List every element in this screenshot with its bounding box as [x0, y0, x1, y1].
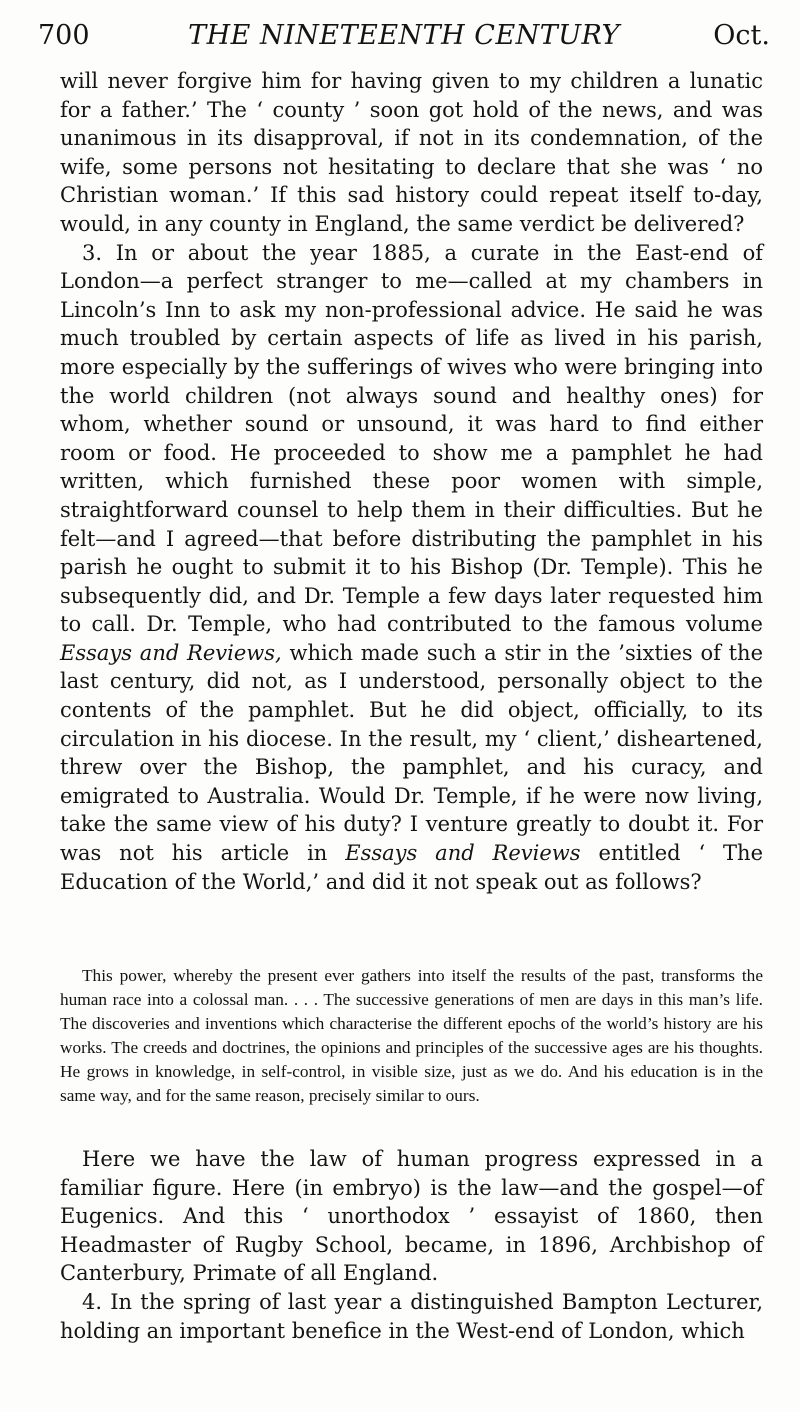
- page-number: 700: [38, 20, 90, 51]
- paragraph-3-part-a: 3. In or about the year 1885, a curate in the East-end of London—a perfect stranger to me—called at my chambers in Lincoln’s Inn to ask my non-professional advice. He said he was much troubled by certain aspects of life as lived in his parish, more especially by the sufferings of wives who were bringing into the world children (not always sound and healthy ones) for whom, whether sound or unsound, it was hard to find either room or food. He proceeded to show me a pamphlet he had written, which furnished these poor women with simple, straightforward counsel to help them in their difficulties. But he felt—and I agreed—that before distributing the pamphlet in his parish he ought to submit it to his Bishop (Dr. Temple). This he subsequently did, and Dr. Temple a few days later requested him to call. Dr. Temple, who had contributed to the famous volume: [60, 240, 763, 637]
- body-text-lower: [60, 1145, 763, 1345]
- book-title-italic: Essays and Reviews,: [60, 640, 282, 665]
- paragraph-3-part-b: which made such a stir in the ’sixties of the last century, did not, as I understood, personally object to the contents of the pamphlet. But he did object, officially, to its circulation in his diocese. In the result, my ‘ client,’ disheartened, threw over the Bishop, the pamphlet, and his curacy, and emigrated to Australia. Would Dr. Temple, if he were now living, take the same view of his duty? I venture greatly to doubt it. For was not his article in: [60, 640, 764, 866]
- paragraph-3-part-c: entitled ‘ The Education of the World,’ and did it not speak out as follows?: [60, 841, 764, 894]
- block-quotation: This power, whereby the present ever gathers into itself the results of the past, transforms the human race into a colossal man. . . . The successive generations of men are days in this man’s life. The discoveries and inventions which characterise the different epochs of the world’s history are his works. The creeds and doctrines, the opinions and principles of the successive ages are his thoughts. He grows in knowledge, in self-control, in visible size, just as we do. And his education is in the same way, and for the same reason, precisely similar to ours.: [60, 966, 763, 1105]
- paragraph-4: 4. In the spring of last year a distinguished Bampton Lecturer, holding an important benefice in the West-end of London, which: [60, 1289, 763, 1343]
- paragraph-continued: will never forgive him for having given to my children a lunatic for a father.’ The ‘ county ’ soon got hold of the news, and was unanimous in its disapproval, if not in its condemnation, of the wife, some persons not hesitating to declare that she was ‘ no Christian woman.’ If this sad history could repeat itself to-day, would, in any county in England, the same verdict be delivered?: [60, 69, 763, 236]
- running-header: [38, 14, 770, 58]
- body-text-upper: [60, 67, 763, 896]
- paragraph-3: [60, 239, 763, 897]
- paragraph-commentary: Here we have the law of human progress expressed in a familiar figure. Here (in embryo) is the law—and the gospel—of Eugenics. And this ‘ unorthodox ’ essayist of 1860, then Headmaster of Rugby School, became, in 1896, Archbishop of Canterbury, Primate of all England.: [60, 1147, 763, 1286]
- journal-title: THE NINETEENTH CENTURY: [188, 20, 620, 51]
- book-title-italic-2: Essays and Reviews: [345, 841, 581, 866]
- issue-month: Oct.: [713, 20, 770, 51]
